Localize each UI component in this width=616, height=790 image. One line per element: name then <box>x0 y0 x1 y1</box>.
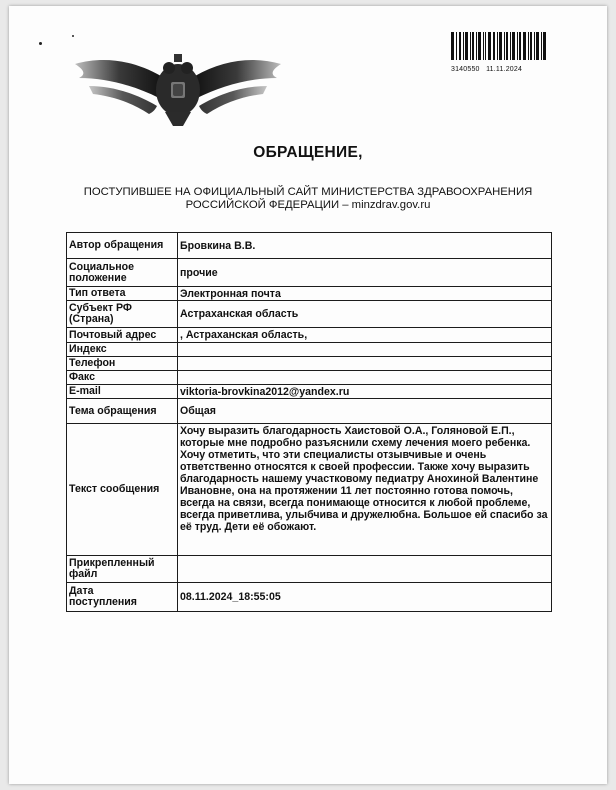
social-label-line-1: Социальное <box>69 260 135 273</box>
barcode-caption <box>451 66 551 73</box>
received-label-line-2: поступления <box>69 596 137 608</box>
document-subtitle <box>49 186 567 212</box>
russian-coat-of-arms-emblem <box>73 34 283 134</box>
row-reply-type <box>67 287 552 301</box>
phone-label: Телефон <box>67 357 178 371</box>
social-value: прочие <box>178 259 552 287</box>
barcode-date: 11.11.2024 <box>486 66 523 73</box>
subject-label-line-1: Субъект РФ <box>69 302 132 314</box>
attachment-label-line-2: файл <box>69 568 98 580</box>
row-fax <box>67 371 552 385</box>
index-label: Индекс <box>67 343 178 357</box>
received-label <box>67 583 178 612</box>
row-received <box>67 583 552 612</box>
fax-label: Факс <box>67 371 178 385</box>
appeal-form-table <box>66 232 552 612</box>
topic-value: Общая <box>178 399 552 424</box>
barcode-number: 3140550 <box>451 66 480 73</box>
document-page <box>9 6 607 784</box>
row-index <box>67 343 552 357</box>
barcode-icon <box>451 32 547 60</box>
row-attachment <box>67 556 552 583</box>
phone-value <box>178 357 552 371</box>
attachment-label-line-1: Прикрепленный <box>69 557 155 569</box>
social-label <box>67 259 178 287</box>
row-postal <box>67 328 552 343</box>
fax-value <box>178 371 552 385</box>
row-message <box>67 424 552 556</box>
scan-speck <box>39 42 42 45</box>
document-title: ОБРАЩЕНИЕ, <box>253 144 363 161</box>
row-social <box>67 259 552 287</box>
row-phone <box>67 357 552 371</box>
subject-label <box>67 301 178 328</box>
row-author <box>67 233 552 259</box>
email-label: E-mail <box>67 385 178 399</box>
barcode <box>451 32 551 73</box>
social-label-line-2: положение <box>69 271 127 284</box>
author-label: Автор обращения <box>67 233 178 259</box>
subject-value: Астраханская область <box>178 301 552 328</box>
author-value: Бровкина В.В. <box>178 233 552 259</box>
row-subject <box>67 301 552 328</box>
postal-value: , Астраханская область, <box>178 328 552 343</box>
reply-type-label: Тип ответа <box>67 287 178 301</box>
subtitle-line-2: РОССИЙСКОЙ ФЕДЕРАЦИИ – minzdrav.gov.ru <box>185 199 431 211</box>
email-value: viktoria-brovkina2012@yandex.ru <box>178 385 552 399</box>
attachment-label <box>67 556 178 583</box>
attachment-value <box>178 556 552 583</box>
received-label-line-1: Дата <box>69 585 94 597</box>
subject-label-line-2: (Страна) <box>69 313 114 325</box>
subtitle-line-1: ПОСТУПИВШЕЕ НА ОФИЦИАЛЬНЫЙ САЙТ МИНИСТЕРСТВА ЗДРАВООХРАНЕНИЯ <box>83 186 533 198</box>
reply-type-value: Электронная почта <box>178 287 552 301</box>
message-label: Текст сообщения <box>67 424 178 556</box>
index-value <box>178 343 552 357</box>
topic-label: Тема обращения <box>67 399 178 424</box>
received-value: 08.11.2024_18:55:05 <box>178 583 552 612</box>
row-topic <box>67 399 552 424</box>
postal-label: Почтовый адрес <box>67 328 178 343</box>
row-email <box>67 385 552 399</box>
message-value: Хочу выразить благодарность Хаистовой О.А., Голяновой Е.П., которые мне подробно разъяснили схему лечения моего ребенка. Хочу отметить, что эти специалисты отзывчивые и очень ответственно относятся к своей профессии. Также хочу выразить благодарность нашему участковому педиатру Анохиной Валентине Ивановне, она на протяжении 11 лет постоянно готова помочь, всегда на связи, всегда понимающе относится к любой проблеме, всегда приветлива, улыбчива и дружелюбна. Большое ей спасибо за её труд. Дети её обожают. <box>178 424 552 556</box>
